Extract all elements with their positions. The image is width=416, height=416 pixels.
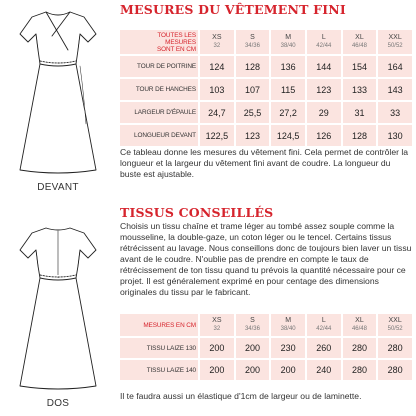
table-cell: 31: [343, 102, 377, 123]
row-label: TISSU LAIZE 130: [120, 338, 198, 358]
finished-measurements-title: MESURES DU VÊTEMENT FINI: [120, 2, 346, 17]
table-row: [120, 102, 412, 123]
table-row: [120, 338, 412, 358]
table-cell: 240: [307, 360, 341, 380]
table-cell: 29: [307, 102, 341, 123]
front-caption: DEVANT: [37, 182, 79, 193]
table-cell: 124: [200, 56, 234, 77]
row-label: TOUR DE POITRINE: [120, 56, 198, 77]
table-cell: 128: [343, 125, 377, 146]
table-cell: 24,7: [200, 102, 234, 123]
table-cell: 144: [307, 56, 341, 77]
table-cell: 200: [271, 360, 305, 380]
table-cell: 126: [307, 125, 341, 146]
table-cell: 200: [200, 338, 234, 358]
measurements-description: Ce tableau donne les mesures du vêtement fini. Cela permet de contrôler la longueur et la largeur du vêtement fini avant de coudre. La longueur du buste est ajustable.: [120, 147, 409, 179]
units-note: MESURES EN CM: [120, 314, 198, 336]
fabrics-description: Choisis un tissu chaîne et trame léger au tombé assez souple comme la mousseline, la double-gaze, un coton léger ou le tencel. Certains tissus rétrécissent au lavage. Nous conseillons donc de toujours bien laver un tissu avant de le coudre. N'oublie pas de prendre en compte le taux de rétrécissement de ton tissu quand tu prévois la quantité nécessaire pour ce projet. Il est généralement exprimé en pour centage des dimensions originales du tissu par le fabricant.: [120, 221, 412, 297]
table-row: [120, 79, 412, 100]
table-cell: 280: [343, 360, 377, 380]
elastic-note: Il te faudra aussi un élastique d'1cm de largeur ou de laminette.: [120, 391, 362, 401]
size-header-xxl: XXL 50/52: [378, 30, 412, 54]
table-cell: 164: [378, 56, 412, 77]
illustration-panel: [0, 0, 116, 416]
table-cell: 128: [236, 56, 270, 77]
size-header-l: L 42/44: [307, 314, 341, 336]
table-cell: 123: [307, 79, 341, 100]
table-cell: 130: [378, 125, 412, 146]
table-cell: 27,2: [271, 102, 305, 123]
dress-back-illustration: [18, 222, 98, 392]
size-header-m: M 38/40: [271, 314, 305, 336]
table-cell: 123: [236, 125, 270, 146]
dress-front-illustration: [18, 6, 98, 176]
size-header-xl: XL 46/48: [343, 314, 377, 336]
table-row: [120, 56, 412, 77]
table-cell: 280: [343, 338, 377, 358]
row-label: LARGEUR D'ÉPAULE: [120, 102, 198, 123]
table-cell: 280: [378, 360, 412, 380]
size-header-xs: XS 32: [200, 30, 234, 54]
row-label: TISSU LAIZE 140: [120, 360, 198, 380]
table-cell: 200: [236, 338, 270, 358]
size-header-xxl: XXL 50/52: [378, 314, 412, 336]
size-header-l: L 42/44: [307, 30, 341, 54]
size-header-xl: XL 46/48: [343, 30, 377, 54]
table-cell: 200: [200, 360, 234, 380]
back-caption: DOS: [46, 398, 70, 409]
table-cell: 136: [271, 56, 305, 77]
table-cell: 124,5: [271, 125, 305, 146]
table-cell: 103: [200, 79, 234, 100]
table-cell: 122,5: [200, 125, 234, 146]
size-header-s: S 34/36: [236, 314, 270, 336]
row-label: TOUR DE HANCHES: [120, 79, 198, 100]
size-header-s: S 34/36: [236, 30, 270, 54]
table-cell: 260: [307, 338, 341, 358]
table-row: [120, 125, 412, 146]
size-header-m: M 38/40: [271, 30, 305, 54]
table-cell: 33: [378, 102, 412, 123]
units-note: TOUTES LES MESURES SONT EN CM: [120, 30, 198, 54]
fabric-quantity-table: [118, 312, 414, 382]
table-cell: 25,5: [236, 102, 270, 123]
table-cell: 107: [236, 79, 270, 100]
table-header-row: [120, 314, 412, 336]
row-label: LONGUEUR DEVANT: [120, 125, 198, 146]
table-header-row: [120, 30, 412, 54]
table-cell: 154: [343, 56, 377, 77]
table-cell: 280: [378, 338, 412, 358]
table-cell: 143: [378, 79, 412, 100]
fabrics-title: TISSUS CONSEILLÉS: [120, 205, 274, 220]
table-cell: 115: [271, 79, 305, 100]
table-cell: 230: [271, 338, 305, 358]
table-cell: 200: [236, 360, 270, 380]
table-cell: 133: [343, 79, 377, 100]
table-row: [120, 360, 412, 380]
finished-measurements-table: [118, 28, 414, 148]
size-header-xs: XS 32: [200, 314, 234, 336]
